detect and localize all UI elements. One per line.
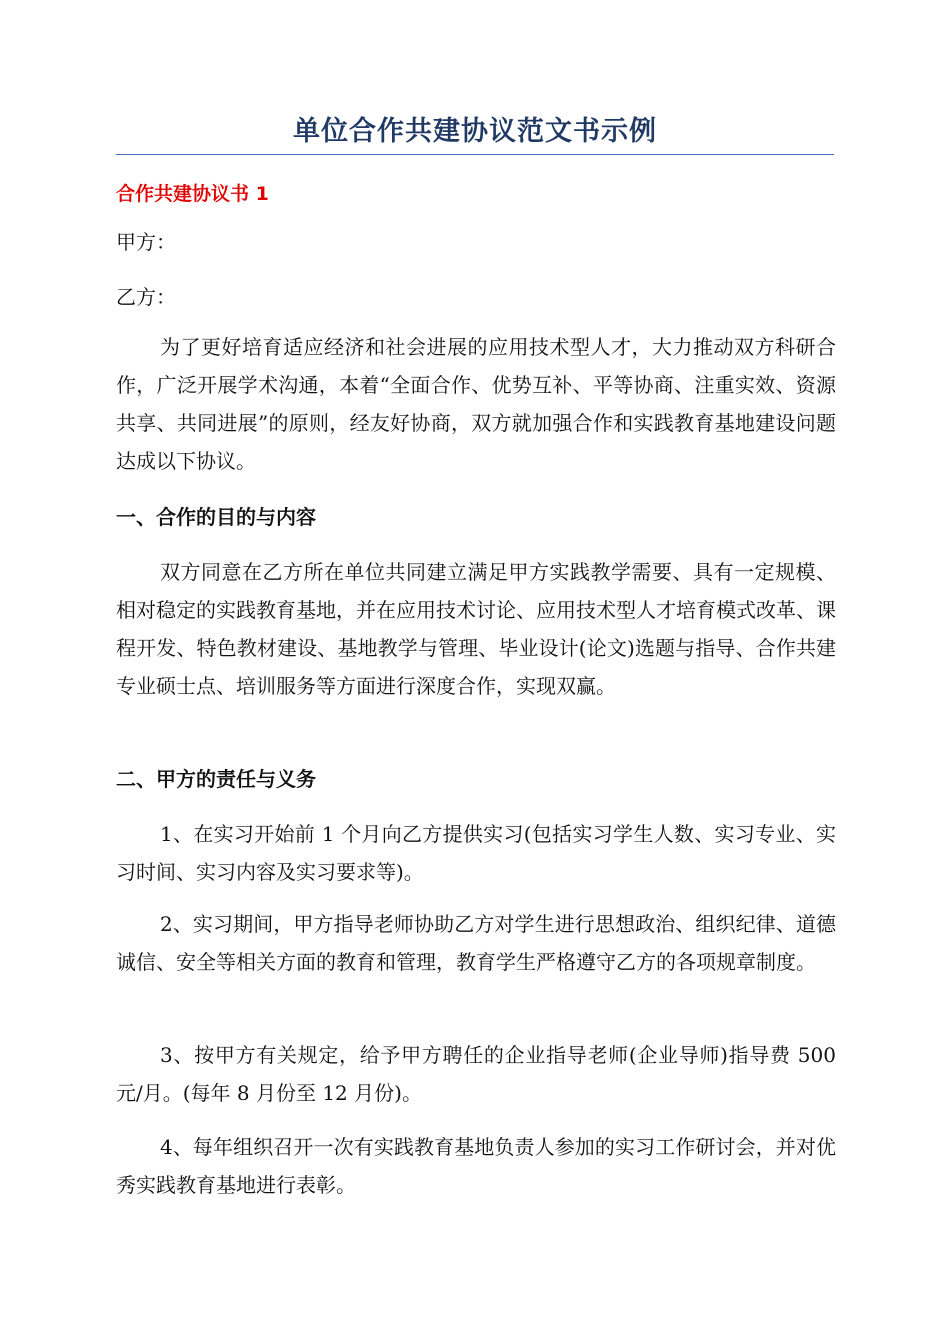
section-1-paragraph: 双方同意在乙方所在单位共同建立满足甲方实践教学需要、具有一定规模、相对稳定的实践教育基地，并在应用技术讨论、应用技术型人才培育模式改革、课程开发、特色教材建设、基地教学与管理、毕业设计(论文)选题与指导、合作共建专业硕士点、培训服务等方面进行深度合作，实现双赢。: [116, 560, 836, 698]
intro-paragraph: 为了更好培育适应经济和社会进展的应用技术型人才，大力推动双方科研合作，广泛开展学术沟通，本着“全面合作、优势互补、平等协商、注重实效、资源共享、共同进展”的原则，经友好协商，双方就加强合作和实践教育基地建设问题达成以下协议。: [116, 335, 836, 473]
section-2-item: 1、在实习开始前 1 个月向乙方提供实习(包括实习学生人数、实习专业、实习时间、实习内容及实习要求等)。: [116, 822, 836, 884]
title-divider: [116, 154, 834, 155]
party-b-label: 乙方：: [116, 285, 176, 309]
section-2-item: 4、每年组织召开一次有实践教育基地负责人参加的实习工作研讨会，并对优秀实践教育基地进行表彰。: [116, 1135, 836, 1197]
section-2-heading: 二、甲方的责任与义务: [116, 767, 316, 791]
section-2-item: 3、按甲方有关规定，给予甲方聘任的企业指导老师(企业导师)指导费 500 元/月。(每年 8 月份至 12 月份)。: [116, 1043, 836, 1105]
document-title: 单位合作共建协议范文书示例: [293, 116, 657, 147]
agreement-subtitle: 合作共建协议书 1: [116, 183, 269, 205]
party-a-label: 甲方：: [116, 230, 176, 254]
section-2-item: 2、实习期间，甲方指导老师协助乙方对学生进行思想政治、组织纪律、道德诚信、安全等相关方面的教育和管理，教育学生严格遵守乙方的各项规章制度。: [116, 912, 836, 974]
section-1-heading: 一、合作的目的与内容: [116, 505, 316, 529]
